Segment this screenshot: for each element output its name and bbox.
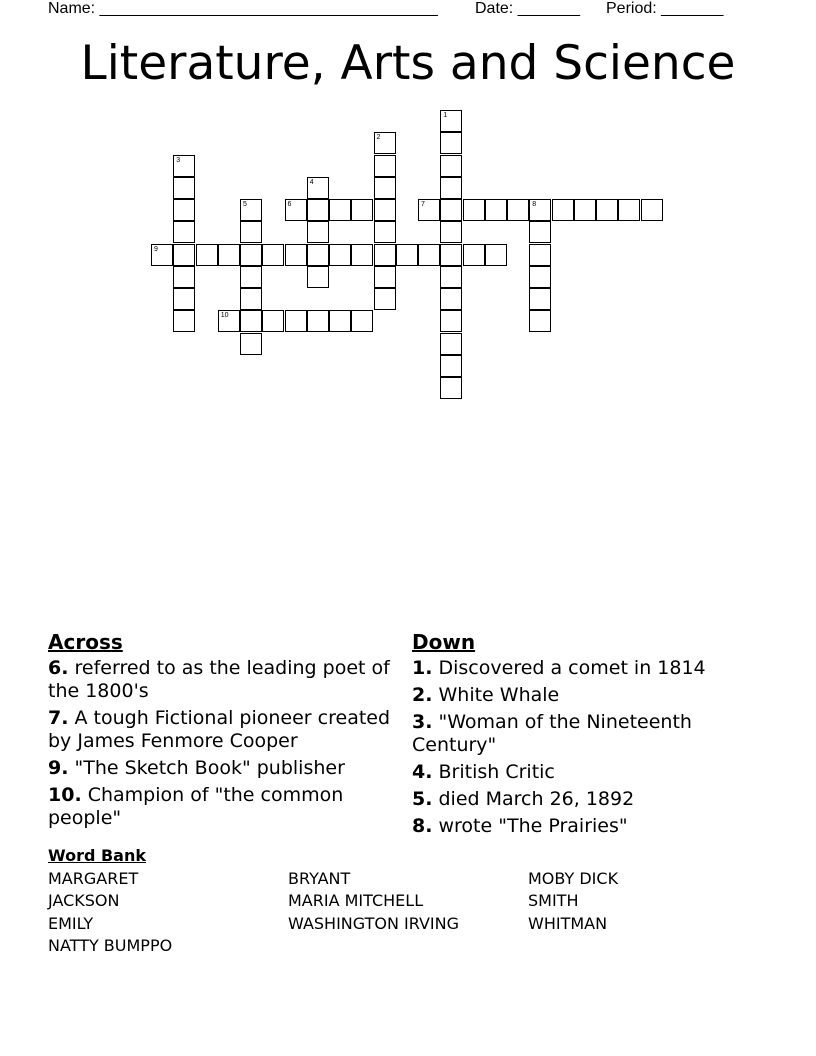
- word-bank: [48, 845, 768, 968]
- clue-number: 8: [532, 201, 537, 208]
- crossword-cell[interactable]: [529, 288, 551, 310]
- crossword-cell[interactable]: [151, 244, 173, 266]
- crossword-cell[interactable]: [618, 199, 640, 221]
- crossword-cell[interactable]: [440, 177, 462, 199]
- crossword-cell[interactable]: [173, 266, 195, 288]
- crossword-cell[interactable]: [374, 288, 396, 310]
- crossword-cell[interactable]: [374, 155, 396, 177]
- crossword-cell[interactable]: [440, 288, 462, 310]
- clue-down-8: 8. wrote "The Prairies": [412, 815, 628, 837]
- crossword-cell[interactable]: [240, 221, 262, 243]
- crossword-cell[interactable]: [485, 244, 507, 266]
- crossword-cell[interactable]: [440, 221, 462, 243]
- name-field[interactable]: Name: ______________________________________: [48, 0, 438, 17]
- crossword-cell[interactable]: [218, 310, 240, 332]
- clue-down-3: 3. "Woman of the Nineteenth Century": [412, 711, 692, 756]
- clue-number: 10: [220, 312, 229, 320]
- clue-number: 5: [243, 201, 247, 208]
- word-bank-item: JACKSON: [48, 891, 120, 910]
- clue-down-2: 2. White Whale: [412, 684, 560, 706]
- crossword-cell[interactable]: [440, 132, 462, 154]
- crossword-cell[interactable]: [418, 199, 440, 221]
- crossword-cell[interactable]: [329, 244, 351, 266]
- crossword-cell[interactable]: [285, 244, 307, 266]
- word-bank-item: NATTY BUMPPO: [48, 936, 173, 955]
- crossword-cell[interactable]: [307, 199, 329, 221]
- word-bank-item: SMITH: [528, 891, 579, 910]
- crossword-cell[interactable]: [262, 310, 284, 332]
- crossword-cell[interactable]: [240, 266, 262, 288]
- crossword-cell[interactable]: [374, 221, 396, 243]
- word-bank-title: Word Bank: [48, 846, 147, 865]
- crossword-cell[interactable]: [552, 199, 574, 221]
- crossword-cell[interactable]: [440, 310, 462, 332]
- clue-number: 1: [443, 112, 448, 119]
- word-bank-item: WHITMAN: [528, 913, 608, 933]
- clue-down-1: 1. Discovered a comet in 1814: [412, 657, 706, 679]
- puzzle-title: Literature, Arts and Science: [80, 36, 736, 91]
- clue-number: 2: [376, 134, 381, 142]
- crossword-cell[interactable]: [240, 288, 262, 310]
- crossword-cell[interactable]: [329, 199, 351, 221]
- clue-across-9: 9. "The Sketch Book" publisher: [48, 757, 345, 779]
- crossword-cell[interactable]: [218, 244, 240, 266]
- crossword-cell[interactable]: [173, 244, 195, 266]
- across-heading: Across: [48, 630, 123, 654]
- crossword-cell[interactable]: [173, 310, 195, 332]
- clue-number: 9: [154, 245, 158, 253]
- clue-across-7: 7. A tough Fictional pioneer created by James Fenmore Cooper: [48, 707, 391, 752]
- crossword-cell[interactable]: [374, 177, 396, 199]
- crossword-cell[interactable]: [440, 110, 462, 132]
- crossword-cell[interactable]: [641, 199, 663, 221]
- crossword-cell[interactable]: [463, 199, 485, 221]
- crossword-cell[interactable]: [463, 244, 485, 266]
- crossword-cell[interactable]: [240, 333, 262, 355]
- crossword-cell[interactable]: [507, 199, 529, 221]
- crossword-cell[interactable]: [351, 199, 373, 221]
- crossword-cell[interactable]: [440, 266, 462, 288]
- word-bank-item: MARIA MITCHELL: [288, 891, 424, 910]
- crossword-cell[interactable]: [351, 310, 373, 332]
- down-heading: Down: [412, 630, 476, 654]
- crossword-cell[interactable]: [418, 244, 440, 266]
- down-clues: [412, 630, 772, 842]
- crossword-cell[interactable]: [529, 244, 551, 266]
- crossword-cell[interactable]: [285, 310, 307, 332]
- clue-number: 3: [176, 156, 181, 164]
- crossword-cell[interactable]: [374, 244, 396, 266]
- crossword-cell[interactable]: [574, 199, 596, 221]
- crossword-cell[interactable]: [285, 199, 307, 221]
- crossword-cell[interactable]: [396, 244, 418, 266]
- word-bank-column-3: [528, 868, 618, 936]
- clue-number: 7: [421, 201, 425, 208]
- crossword-cell[interactable]: [307, 266, 329, 288]
- word-bank-item: EMILY: [48, 913, 94, 933]
- crossword-cell[interactable]: [307, 310, 329, 332]
- crossword-cell[interactable]: [529, 199, 551, 221]
- crossword-cell[interactable]: [374, 199, 396, 221]
- clue-down-5: 5. died March 26, 1892: [412, 788, 635, 810]
- clue-number: 6: [287, 201, 292, 208]
- crossword-cell[interactable]: [329, 310, 351, 332]
- crossword-grid: [0, 0, 816, 420]
- word-bank-item: BRYANT: [288, 868, 351, 888]
- crossword-cell[interactable]: [173, 199, 195, 221]
- crossword-cell[interactable]: [529, 310, 551, 332]
- word-bank-item: MOBY DICK: [528, 868, 619, 888]
- crossword-cell[interactable]: [307, 221, 329, 243]
- crossword-cell[interactable]: [173, 288, 195, 310]
- crossword-cell[interactable]: [440, 199, 462, 221]
- crossword-cell[interactable]: [307, 244, 329, 266]
- crossword-cell[interactable]: [240, 244, 262, 266]
- clue-across-6: 6. referred to as the leading poet of the 1800's: [48, 657, 390, 702]
- period-field[interactable]: Period: _______: [606, 0, 724, 17]
- crossword-cell[interactable]: [307, 177, 329, 199]
- crossword-cell[interactable]: [374, 132, 396, 154]
- date-field[interactable]: Date: _______: [475, 0, 580, 17]
- crossword-cell[interactable]: [173, 221, 195, 243]
- crossword-cell[interactable]: [529, 221, 551, 243]
- crossword-cell[interactable]: [196, 244, 218, 266]
- crossword-cell[interactable]: [173, 155, 195, 177]
- crossword-cell[interactable]: [529, 266, 551, 288]
- crossword-cell[interactable]: [440, 333, 462, 355]
- clue-number: 4: [309, 178, 314, 186]
- crossword-cell[interactable]: [440, 244, 462, 266]
- word-bank-column-2: [288, 868, 459, 936]
- crossword-cell[interactable]: [351, 244, 373, 266]
- crossword-cell[interactable]: [596, 199, 618, 221]
- clue-down-4: 4. British Critic: [412, 761, 555, 783]
- crossword-cell[interactable]: [440, 377, 462, 399]
- crossword-cell[interactable]: [374, 266, 396, 288]
- clue-across-10: 10. Champion of "the common people": [48, 784, 344, 829]
- crossword-cell[interactable]: [485, 199, 507, 221]
- crossword-cell[interactable]: [440, 355, 462, 377]
- across-clues: [48, 630, 408, 834]
- crossword-cell[interactable]: [173, 177, 195, 199]
- word-bank-item: WASHINGTON IRVING: [288, 913, 460, 933]
- crossword-cell[interactable]: [262, 244, 284, 266]
- word-bank-column-1: [48, 868, 172, 958]
- crossword-cell[interactable]: [440, 155, 462, 177]
- word-bank-item: MARGARET: [48, 868, 139, 888]
- crossword-cell[interactable]: [240, 310, 262, 332]
- crossword-cell[interactable]: [240, 199, 262, 221]
